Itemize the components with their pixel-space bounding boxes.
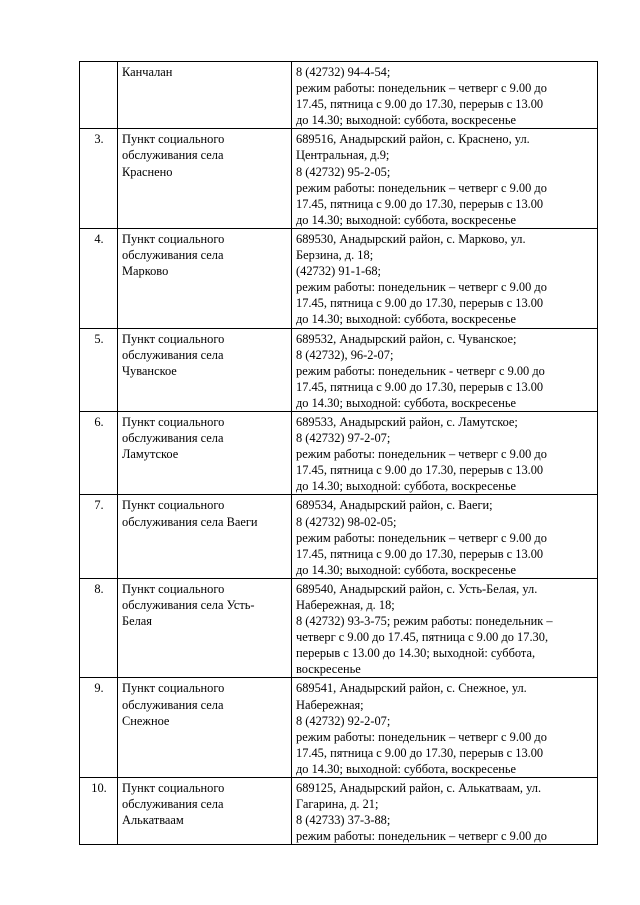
table-row [80,62,598,129]
table-row [80,411,598,494]
point-contacts: 689125, Анадырский район, с. Алькатваам, ул. Гагарина, д. 21; 8 (42733) 37-3-88; режим работы: понедельник – четверг с 9.00 до [292,778,598,845]
table-row [80,129,598,229]
table-row [80,228,598,328]
row-number: 7. [80,495,118,578]
point-name: Пункт социального обслуживания села Краснено [118,129,292,229]
point-name: Пункт социального обслуживания села Алькатваам [118,778,292,845]
table-row [80,328,598,411]
point-name: Пункт социального обслуживания села Усть- Белая [118,578,292,678]
point-contacts: 689534, Анадырский район, с. Ваеги; 8 (42732) 98-02-05; режим работы: понедельник – четверг с 9.00 до 17.45, пятница с 9.00 до 17.30, перерыв с 13.00 до 14.30; выходной: суббота, воскресенье [292,495,598,578]
point-name: Пункт социального обслуживания села Чуванское [118,328,292,411]
point-name: Пункт социального обслуживания села Марково [118,228,292,328]
row-number [80,62,118,129]
row-number: 3. [80,129,118,229]
point-contacts: 689533, Анадырский район, с. Ламутское; 8 (42732) 97-2-07; режим работы: понедельник – четверг с 9.00 до 17.45, пятница с 9.00 до 17.30, перерыв с 13.00 до 14.30; выходной: суббота, воскресенье [292,411,598,494]
row-number: 4. [80,228,118,328]
point-name: Пункт социального обслуживания села Ваеги [118,495,292,578]
point-contacts: 689541, Анадырский район, с. Снежное, ул. Набережная; 8 (42732) 92-2-07; режим работы: понедельник – четверг с 9.00 до 17.45, пятница с 9.00 до 17.30, перерыв с 13.00 до 14.30; выходной: суббота, воскресенье [292,678,598,778]
table-row [80,678,598,778]
row-number: 10. [80,778,118,845]
point-name: Канчалан [118,62,292,129]
point-name: Пункт социального обслуживания села Ламутское [118,411,292,494]
service-points-table [79,61,598,845]
row-number: 5. [80,328,118,411]
row-number: 6. [80,411,118,494]
point-contacts: 8 (42732) 94-4-54; режим работы: понедельник – четверг с 9.00 до 17.45, пятница с 9.00 до 17.30, перерыв с 13.00 до 14.30; выходной: суббота, воскресенье [292,62,598,129]
point-contacts: 689516, Анадырский район, с. Краснено, ул. Центральная, д.9; 8 (42732) 95-2-05; режим работы: понедельник – четверг с 9.00 до 17.45, пятница с 9.00 до 17.30, перерыв с 13.00 до 14.30; выходной: суббота, воскресенье [292,129,598,229]
row-number: 9. [80,678,118,778]
point-contacts: 689532, Анадырский район, с. Чуванское; 8 (42732), 96-2-07; режим работы: понедельник - четверг с 9.00 до 17.45, пятница с 9.00 до 17.30, перерыв с 13.00 до 14.30; выходной: суббота, воскресенье [292,328,598,411]
row-number: 8. [80,578,118,678]
table-row [80,778,598,845]
point-contacts: 689530, Анадырский район, с. Марково, ул. Берзина, д. 18; (42732) 91-1-68; режим работы: понедельник – четверг с 9.00 до 17.45, пятница с 9.00 до 17.30, перерыв с 13.00 до 14.30; выходной: суббота, воскресенье [292,228,598,328]
point-contacts: 689540, Анадырский район, с. Усть-Белая, ул. Набережная, д. 18; 8 (42732) 93-3-75; режим работы: понедельник – четверг с 9.00 до 17.45, пятница с 9.00 до 17.30, перерыв с 13.00 до 14.30; выходной: суббота, воскресенье [292,578,598,678]
table-row [80,495,598,578]
table-row [80,578,598,678]
point-name: Пункт социального обслуживания села Снежное [118,678,292,778]
